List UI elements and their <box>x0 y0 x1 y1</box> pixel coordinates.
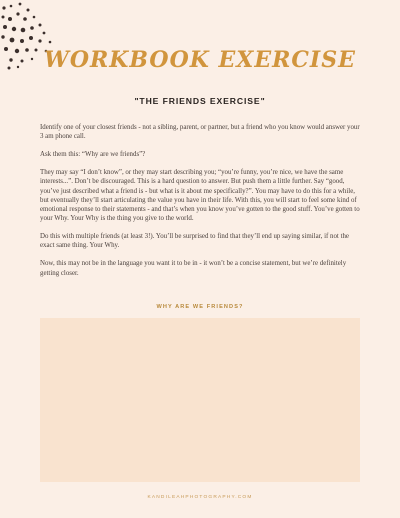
paragraph: Ask them this: “Why are we friends”? <box>40 151 146 159</box>
answer-box[interactable] <box>40 318 360 482</box>
paragraph: They may say “I don’t know”, or they may start describing you; “you’re funny, you’re nice, we have the same interests...”. Don’t be discouraged. This is a hard question to answer. But push them a little further. Say “good, you’ve just described what a friend is - but what is it about me specifically?”. You may have to do this for a while, but eventually they’ll start articulating the value you have in their life. With this, you will start to feel some kind of emotional response to their statements - and that’s when you know you’ve gotten to the good stuff. You’ve gotten to your Why. Your Why is the thing you give to the world. <box>40 169 360 223</box>
answer-section-label: WHY ARE WE FRIENDS? <box>156 304 244 310</box>
exercise-body <box>40 123 362 287</box>
exercise-title: "THE FRIENDS EXERCISE" <box>134 96 266 106</box>
paragraph: Now, this may not be in the language you want it to be in - it won’t be a concise statement, but we’re definitely getting closer. <box>40 260 347 277</box>
paragraph: Do this with multiple friends (at least 3!). You’ll be surprised to find that they’ll end up saying similar, if not the exact same thing. Your Why. <box>40 233 349 250</box>
footer-website: KANDILEAHPHOTOGRAPHY.COM <box>147 495 253 500</box>
workbook-heading: WORKBOOK EXERCISE <box>44 47 356 73</box>
paragraph: Identify one of your closest friends - not a sibling, parent, or partner, but a friend who you know would answer your 3 am phone call. <box>40 124 360 141</box>
